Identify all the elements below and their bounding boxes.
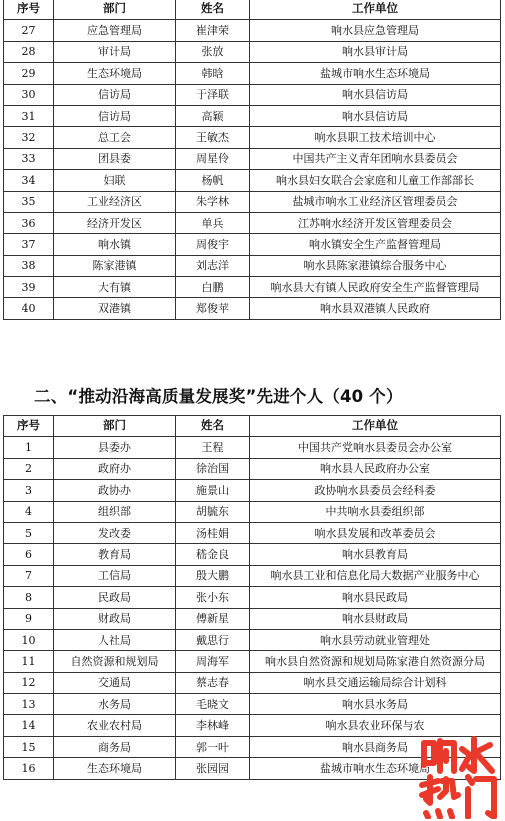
cell-unit: 中共响水县委组织部	[250, 501, 501, 522]
table-row	[4, 105, 501, 126]
cell-seq: 34	[4, 170, 54, 191]
cell-name: 高颖	[176, 105, 250, 126]
cell-unit: 响水县自然资源和规划局陈家港自然资源分局	[250, 651, 501, 672]
cell-unit: 响水县教育局	[250, 544, 501, 565]
cell-dept: 水务局	[54, 694, 176, 715]
table-row	[4, 191, 501, 212]
cell-name: 胡毓东	[176, 501, 250, 522]
cell-dept: 经济开发区	[54, 212, 176, 233]
cell-dept: 响水镇	[54, 234, 176, 255]
cell-name: 施景山	[176, 480, 250, 501]
cell-seq: 2	[4, 458, 54, 479]
cell-name: 张放	[176, 41, 250, 62]
cell-unit: 响水县妇女联合会家庭和儿童工作部部长	[250, 170, 501, 191]
table-row	[4, 458, 501, 479]
cell-unit: 响水县双港镇人民政府	[250, 298, 501, 319]
cell-name: 郭一叶	[176, 736, 250, 757]
table-row	[4, 20, 501, 41]
cell-dept: 县委办	[54, 437, 176, 458]
cell-unit: 响水县审计局	[250, 41, 501, 62]
cell-seq: 38	[4, 255, 54, 276]
cell-name: 傅新星	[176, 608, 250, 629]
header-seq: 序号	[4, 416, 54, 437]
table-row	[4, 501, 501, 522]
cell-unit: 响水县大有镇人民政府安全生产监督管理局	[250, 277, 501, 298]
cell-unit: 响水县劳动就业管理处	[250, 629, 501, 650]
cell-seq: 6	[4, 544, 54, 565]
cell-dept: 团县委	[54, 148, 176, 169]
cell-seq: 11	[4, 651, 54, 672]
cell-dept: 陈家港镇	[54, 255, 176, 276]
cell-name: 张园园	[176, 758, 250, 779]
cell-dept: 组织部	[54, 501, 176, 522]
cell-name: 朱学林	[176, 191, 250, 212]
cell-seq: 28	[4, 41, 54, 62]
cell-name: 崔津荣	[176, 20, 250, 41]
cell-seq: 3	[4, 480, 54, 501]
cell-name: 杨帆	[176, 170, 250, 191]
cell-seq: 15	[4, 736, 54, 757]
cell-seq: 16	[4, 758, 54, 779]
cell-dept: 生态环境局	[54, 63, 176, 84]
table-header-row	[4, 0, 501, 20]
header-dept: 部门	[54, 0, 176, 20]
cell-unit: 响水县商务局	[250, 736, 501, 757]
cell-dept: 审计局	[54, 41, 176, 62]
cell-unit: 响水县交通运输局综合计划科	[250, 672, 501, 693]
cell-seq: 35	[4, 191, 54, 212]
table-row	[4, 148, 501, 169]
cell-name: 毛晓文	[176, 694, 250, 715]
table-row	[4, 544, 501, 565]
cell-unit: 响水县农业环保与农	[250, 715, 501, 736]
cell-dept: 工业经济区	[54, 191, 176, 212]
cell-name: 郑俊苹	[176, 298, 250, 319]
cell-seq: 39	[4, 277, 54, 298]
cell-seq: 40	[4, 298, 54, 319]
cell-seq: 37	[4, 234, 54, 255]
cell-seq: 9	[4, 608, 54, 629]
cell-unit: 响水县应急管理局	[250, 20, 501, 41]
table-row	[4, 255, 501, 276]
cell-unit: 政协响水县委员会经科委	[250, 480, 501, 501]
cell-unit: 中国共产主义青年团响水县委员会	[250, 148, 501, 169]
cell-dept: 商务局	[54, 736, 176, 757]
cell-dept: 信访局	[54, 105, 176, 126]
cell-name: 蔡志春	[176, 672, 250, 693]
cell-name: 张小东	[176, 587, 250, 608]
cell-name: 李林峰	[176, 715, 250, 736]
watermark-logo	[418, 733, 498, 819]
table-row	[4, 277, 501, 298]
cell-unit: 盐城市响水工业经济区管理委员会	[250, 191, 501, 212]
cell-name: 徐治国	[176, 458, 250, 479]
cell-dept: 生态环境局	[54, 758, 176, 779]
table-row	[4, 565, 501, 586]
cell-seq: 33	[4, 148, 54, 169]
personnel-table-continued	[3, 0, 501, 320]
cell-name: 单兵	[176, 212, 250, 233]
cell-name: 嵇金良	[176, 544, 250, 565]
cell-seq: 31	[4, 105, 54, 126]
cell-seq: 7	[4, 565, 54, 586]
table-row	[4, 84, 501, 105]
cell-unit: 盐城市响水生态环境局	[250, 758, 501, 779]
cell-name: 刘志洋	[176, 255, 250, 276]
table-header-row	[4, 416, 501, 437]
cell-dept: 政府办	[54, 458, 176, 479]
cell-name: 于泽联	[176, 84, 250, 105]
cell-dept: 双港镇	[54, 298, 176, 319]
table-row	[4, 41, 501, 62]
cell-seq: 5	[4, 522, 54, 543]
table-row	[4, 234, 501, 255]
cell-dept: 教育局	[54, 544, 176, 565]
cell-unit: 响水县水务局	[250, 694, 501, 715]
cell-unit: 响水县信访局	[250, 105, 501, 126]
cell-seq: 4	[4, 501, 54, 522]
cell-seq: 8	[4, 587, 54, 608]
cell-dept: 信访局	[54, 84, 176, 105]
cell-dept: 大有镇	[54, 277, 176, 298]
cell-seq: 29	[4, 63, 54, 84]
cell-unit: 响水县信访局	[250, 84, 501, 105]
cell-unit: 响水县发展和改革委员会	[250, 522, 501, 543]
table-row	[4, 522, 501, 543]
header-unit: 工作单位	[250, 416, 501, 437]
cell-name: 王敏杰	[176, 127, 250, 148]
cell-dept: 人社局	[54, 629, 176, 650]
cell-unit: 响水县陈家港镇综合服务中心	[250, 255, 501, 276]
header-name: 姓名	[176, 0, 250, 20]
table-row	[4, 608, 501, 629]
cell-seq: 1	[4, 437, 54, 458]
table-row	[4, 587, 501, 608]
table-row	[4, 480, 501, 501]
cell-name: 白鹏	[176, 277, 250, 298]
cell-name: 殷大鹏	[176, 565, 250, 586]
table-row	[4, 629, 501, 650]
table-row	[4, 651, 501, 672]
cell-dept: 交通局	[54, 672, 176, 693]
cell-dept: 自然资源和规划局	[54, 651, 176, 672]
table-row	[4, 63, 501, 84]
cell-name: 戴思行	[176, 629, 250, 650]
cell-seq: 14	[4, 715, 54, 736]
cell-unit: 响水县民政局	[250, 587, 501, 608]
cell-dept: 工信局	[54, 565, 176, 586]
cell-seq: 30	[4, 84, 54, 105]
cell-seq: 10	[4, 629, 54, 650]
cell-dept: 发改委	[54, 522, 176, 543]
section-heading: 二、“推动沿海高质量发展奖”先进个人（40 个）	[34, 387, 403, 406]
cell-seq: 12	[4, 672, 54, 693]
header-unit: 工作单位	[250, 0, 501, 20]
table-row	[4, 694, 501, 715]
cell-seq: 36	[4, 212, 54, 233]
table-row	[4, 127, 501, 148]
cell-unit: 中国共产党响水县委员会办公室	[250, 437, 501, 458]
cell-unit: 响水县职工技术培训中心	[250, 127, 501, 148]
cell-unit: 响水镇安全生产监督管理局	[250, 234, 501, 255]
table-row	[4, 437, 501, 458]
cell-name: 周俊宇	[176, 234, 250, 255]
cell-name: 汤桂娟	[176, 522, 250, 543]
cell-unit: 响水县工业和信息化局大数据产业服务中心	[250, 565, 501, 586]
cell-name: 周星伶	[176, 148, 250, 169]
cell-seq: 27	[4, 20, 54, 41]
cell-dept: 政协办	[54, 480, 176, 501]
table-row	[4, 672, 501, 693]
cell-unit: 江苏响水经济开发区管理委员会	[250, 212, 501, 233]
cell-unit: 盐城市响水生态环境局	[250, 63, 501, 84]
table-row	[4, 212, 501, 233]
cell-dept: 总工会	[54, 127, 176, 148]
cell-seq: 32	[4, 127, 54, 148]
cell-name: 周海军	[176, 651, 250, 672]
cell-name: 韩晗	[176, 63, 250, 84]
cell-unit: 响水县财政局	[250, 608, 501, 629]
cell-seq: 13	[4, 694, 54, 715]
cell-name: 王程	[176, 437, 250, 458]
cell-unit: 响水县人民政府办公室	[250, 458, 501, 479]
header-dept: 部门	[54, 416, 176, 437]
table-row	[4, 170, 501, 191]
cell-dept: 应急管理局	[54, 20, 176, 41]
header-name: 姓名	[176, 416, 250, 437]
header-seq: 序号	[4, 0, 54, 20]
advanced-individuals-table	[3, 415, 501, 780]
cell-dept: 妇联	[54, 170, 176, 191]
cell-dept: 民政局	[54, 587, 176, 608]
cell-dept: 财政局	[54, 608, 176, 629]
cell-dept: 农业农村局	[54, 715, 176, 736]
table-row	[4, 298, 501, 319]
